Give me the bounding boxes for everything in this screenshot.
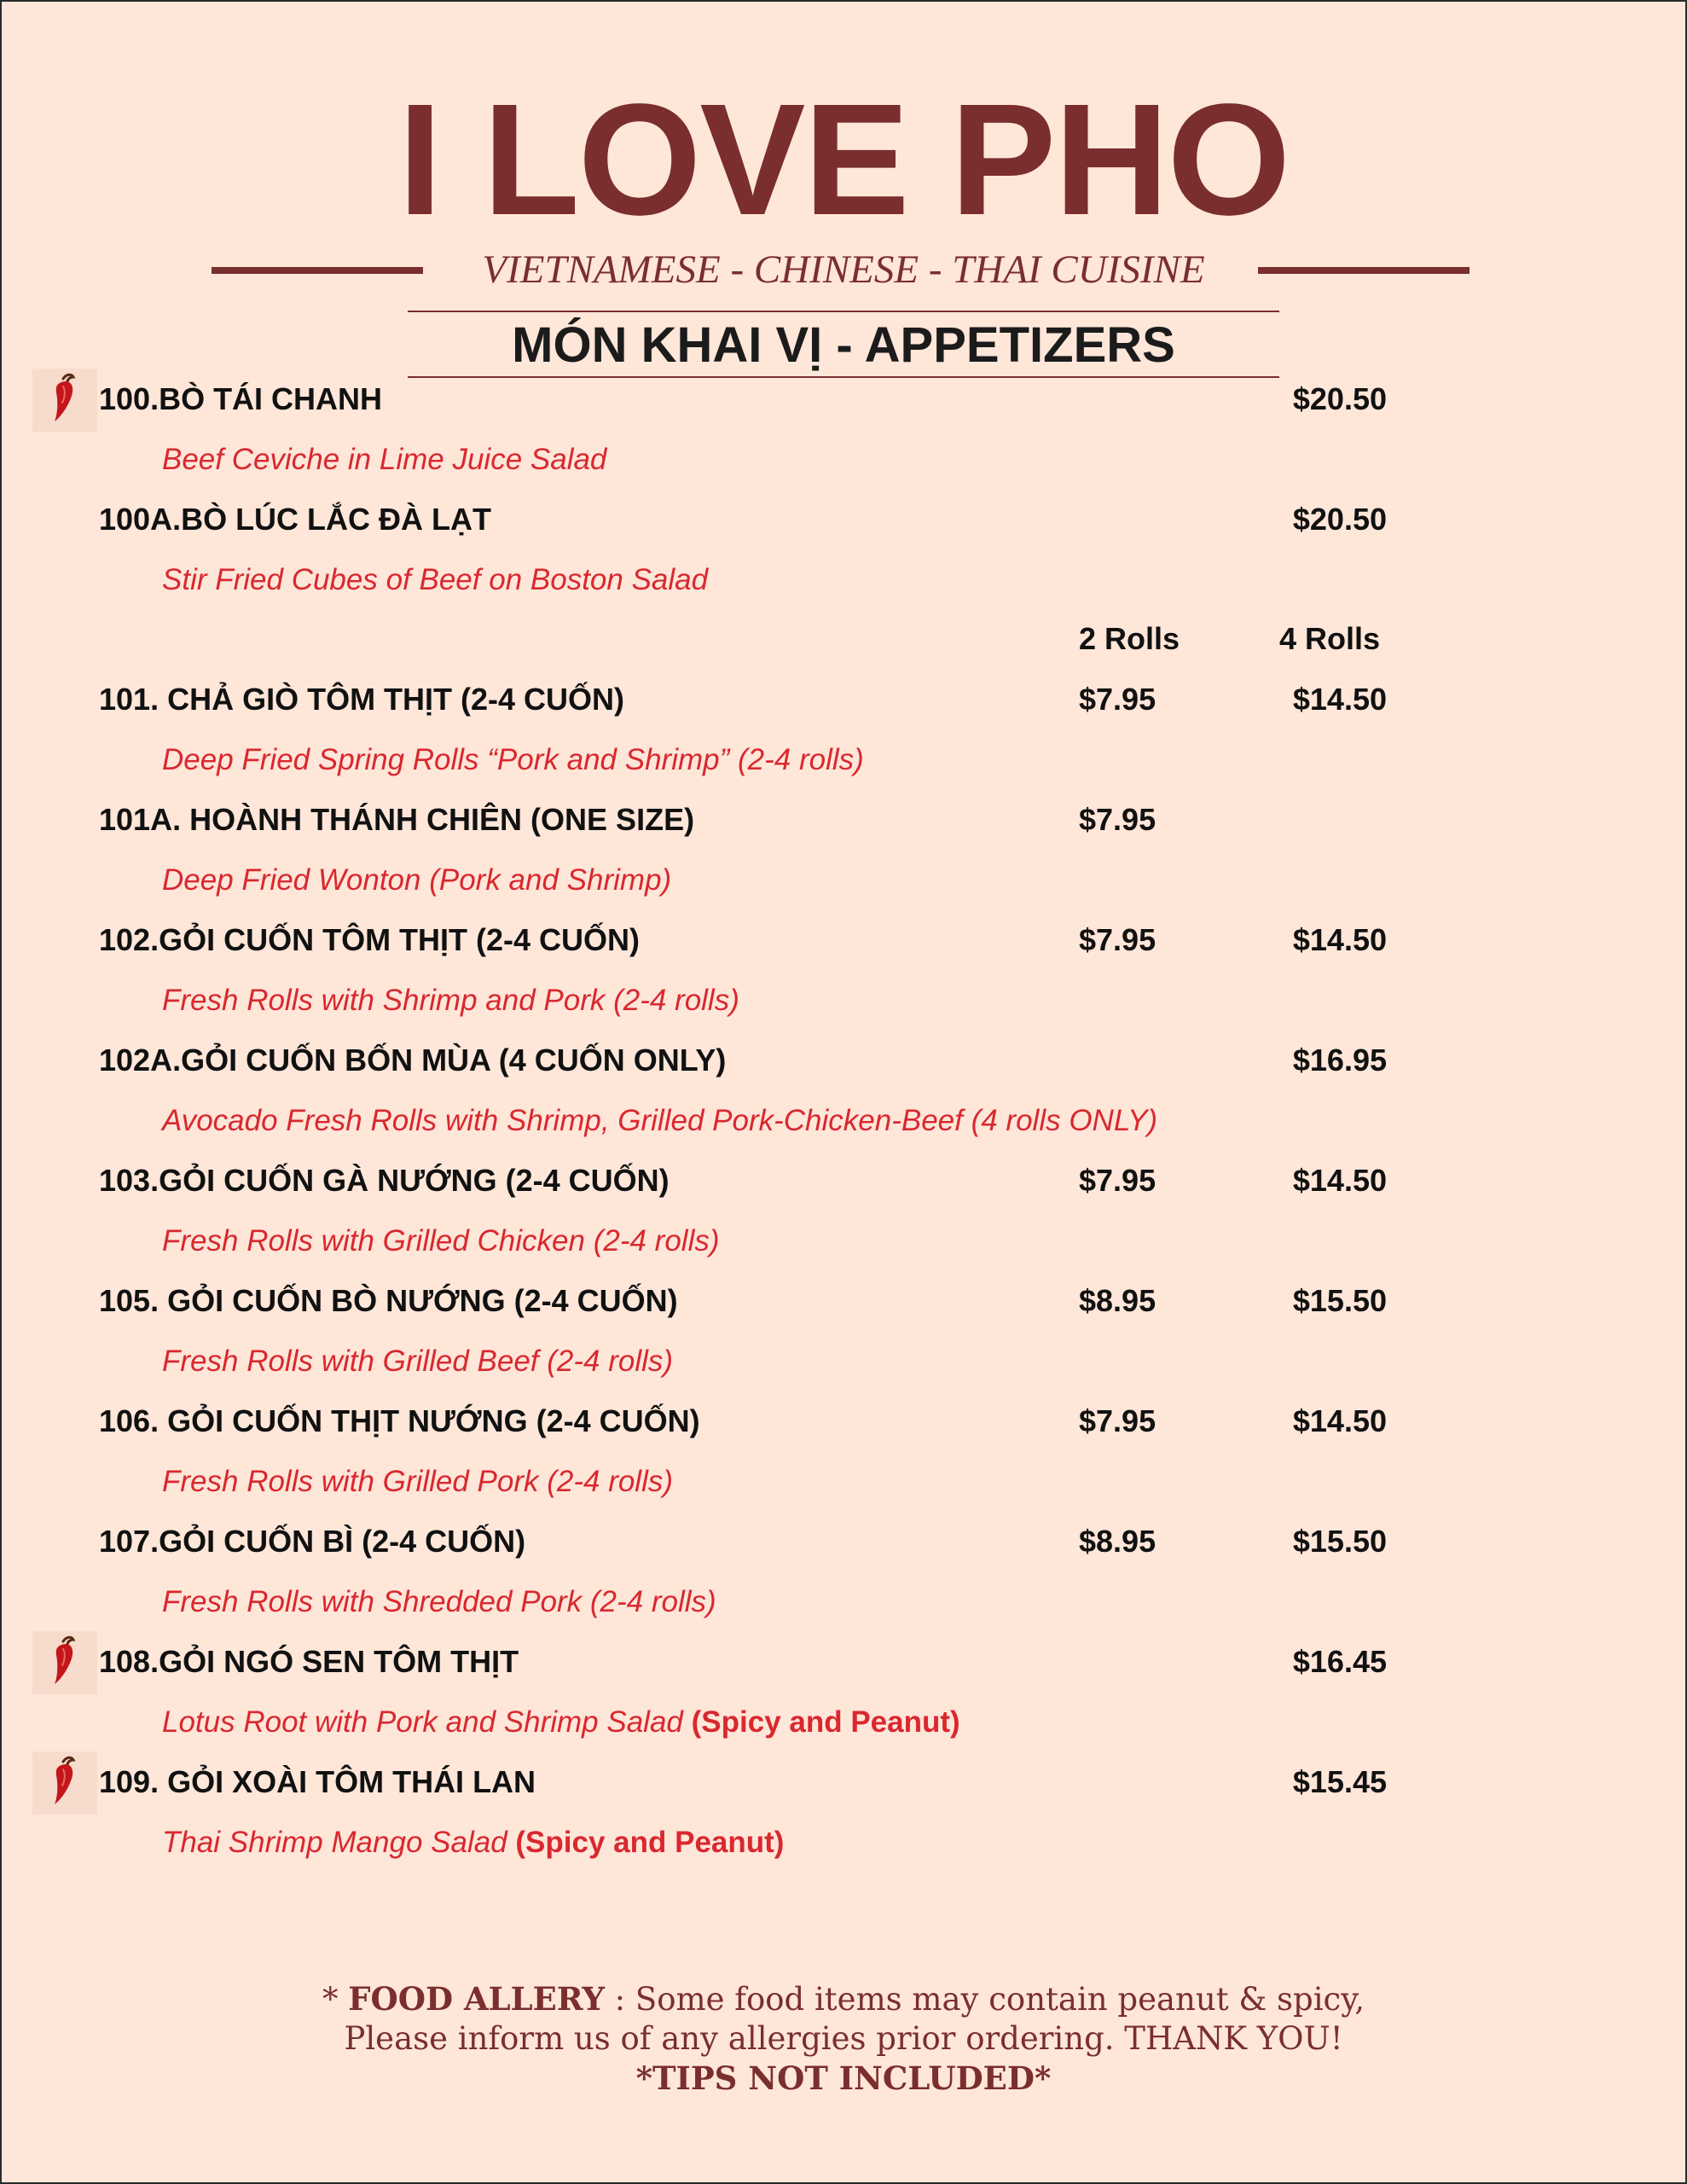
menu-item-description-row xyxy=(0,1577,1687,1628)
item-description xyxy=(162,1577,716,1628)
item-name: 105. GỎI CUỐN BÒ NƯỚNG (2-4 CUỐN) xyxy=(99,1283,678,1318)
menu-item-item-107 xyxy=(0,1516,1687,1567)
price-2-rolls: $7.95 xyxy=(1079,922,1157,957)
item-name: 109. GỎI XOÀI TÔM THÁI LAN xyxy=(99,1764,536,1799)
item-description-text: Fresh Rolls with Grilled Pork (2-4 rolls) xyxy=(162,1465,674,1498)
menu-item-item-100 xyxy=(0,374,1687,425)
price-2-rolls: $7.95 xyxy=(1079,802,1157,837)
item-description xyxy=(162,855,671,906)
price-2-rolls: $7.95 xyxy=(1079,1163,1157,1198)
footer-asterisk: * xyxy=(322,1981,349,2018)
menu-item-description-row xyxy=(0,1216,1687,1267)
item-description-text: Fresh Rolls with Shrimp and Pork (2-4 rolls) xyxy=(162,984,739,1017)
cuisine-subtitle: VIETNAMESE - CHINESE - THAI CUISINE xyxy=(482,247,1205,292)
menu-item-item-102 xyxy=(0,915,1687,966)
menu-item-description-row xyxy=(0,555,1687,606)
menu-item-item-102a xyxy=(0,1035,1687,1086)
item-name: 108.GỎI NGÓ SEN TÔM THỊT xyxy=(99,1644,519,1679)
item-price: $16.95 xyxy=(1292,1043,1387,1077)
item-name: 100.BÒ TÁI CHANH xyxy=(99,381,383,416)
item-description xyxy=(162,975,739,1026)
food-allery-label: FOOD ALLERY xyxy=(348,1980,605,2018)
item-description xyxy=(162,434,606,485)
spicy-peanut-note: (Spicy and Peanut) xyxy=(691,1705,960,1739)
item-description xyxy=(162,555,708,606)
section-rule-top xyxy=(408,311,1279,312)
allergy-line-1 xyxy=(0,1979,1687,2019)
menu-item-description-row xyxy=(0,855,1687,906)
menu-item-item-108 xyxy=(0,1636,1687,1687)
price-2-rolls: $7.95 xyxy=(1079,682,1157,717)
item-name: 101. CHẢ GIÒ TÔM THỊT (2-4 CUỐN) xyxy=(99,682,625,717)
chili-pepper-icon xyxy=(32,1631,97,1694)
item-description-text: Fresh Rolls with Grilled Beef (2-4 rolls) xyxy=(162,1345,674,1378)
menu-item-description-row xyxy=(0,1817,1687,1868)
price-4-rolls: $14.50 xyxy=(1292,1403,1387,1438)
price-2-rolls: $8.95 xyxy=(1079,1283,1157,1318)
price-4-rolls: $15.50 xyxy=(1292,1283,1387,1318)
item-name: 106. GỎI CUỐN THỊT NƯỚNG (2-4 CUỐN) xyxy=(99,1403,700,1438)
restaurant-title: I LOVE PHO xyxy=(397,72,1290,248)
tips-notice xyxy=(0,2059,1687,2099)
item-description-text: Lotus Root with Pork and Shrimp Salad xyxy=(162,1705,683,1739)
size-column-headers xyxy=(0,613,1687,665)
item-description-text: Thai Shrimp Mango Salad xyxy=(162,1826,507,1859)
item-description xyxy=(162,1216,720,1267)
price-4-rolls: $14.50 xyxy=(1292,682,1387,717)
menu-item-description-row xyxy=(0,1456,1687,1507)
item-price: $20.50 xyxy=(1292,502,1387,537)
menu-item-item-103 xyxy=(0,1155,1687,1206)
price-2-rolls: $8.95 xyxy=(1079,1524,1157,1559)
item-price: $20.50 xyxy=(1292,381,1387,416)
subtitle-rule-right xyxy=(1258,267,1470,274)
menu-item-description-row xyxy=(0,1336,1687,1387)
chili-pepper-icon xyxy=(32,369,97,432)
price-2-rolls: $7.95 xyxy=(1079,1403,1157,1438)
menu-item-description-row xyxy=(0,1697,1687,1748)
section-heading: MÓN KHAI VỊ - APPETIZERS xyxy=(512,317,1175,373)
item-description xyxy=(162,1456,673,1507)
chili-pepper-icon xyxy=(32,1751,97,1815)
menu-item-description-row xyxy=(0,434,1687,485)
item-description xyxy=(162,1095,1157,1147)
menu-item-item-101 xyxy=(0,674,1687,725)
menu-item-item-106 xyxy=(0,1396,1687,1447)
item-description-text: Stir Fried Cubes of Beef on Boston Salad xyxy=(162,563,709,596)
price-4-rolls: $14.50 xyxy=(1292,1163,1387,1198)
menu-item-description-row xyxy=(0,975,1687,1026)
menu-item-description-row xyxy=(0,735,1687,786)
item-description-text: Fresh Rolls with Grilled Chicken (2-4 rolls) xyxy=(162,1224,720,1258)
price-4-rolls: $14.50 xyxy=(1292,922,1387,957)
item-description-text: Fresh Rolls with Shredded Pork (2-4 rolls) xyxy=(162,1585,716,1618)
item-description xyxy=(162,1336,673,1387)
item-name: 101A. HOÀNH THÁNH CHIÊN (ONE SIZE) xyxy=(99,802,695,837)
menu-item-description-row xyxy=(0,1095,1687,1147)
menu-item-item-101a xyxy=(0,794,1687,845)
menu-item-item-105 xyxy=(0,1275,1687,1327)
item-description-text: Avocado Fresh Rolls with Shrimp, Grilled Pork-Chicken-Beef (4 rolls ONLY) xyxy=(162,1104,1158,1137)
menu-item-item-100a xyxy=(0,494,1687,545)
item-description-text: Deep Fried Wonton (Pork and Shrimp) xyxy=(162,863,672,897)
spicy-peanut-note: (Spicy and Peanut) xyxy=(515,1826,785,1859)
item-name: 107.GỎI CUỐN BÌ (2-4 CUỐN) xyxy=(99,1524,526,1559)
size-header-4-rolls: 4 Rolls xyxy=(1278,621,1380,656)
item-description xyxy=(162,735,864,786)
item-price: $16.45 xyxy=(1292,1644,1387,1679)
tips-not-included: *TIPS NOT INCLUDED* xyxy=(635,2059,1052,2097)
price-4-rolls: $15.50 xyxy=(1292,1524,1387,1559)
item-name: 103.GỎI CUỐN GÀ NƯỚNG (2-4 CUỐN) xyxy=(99,1163,670,1198)
allergy-text: : Some food items may contain peanut & spicy, xyxy=(604,1981,1365,2018)
item-price: $15.45 xyxy=(1292,1764,1387,1799)
allergy-line-2: Please inform us of any allergies prior ordering. THANK YOU! xyxy=(344,2020,1343,2057)
item-description xyxy=(162,1697,960,1748)
size-header-2-rolls: 2 Rolls xyxy=(1079,621,1180,656)
menu-item-item-109 xyxy=(0,1757,1687,1808)
item-description-text: Deep Fried Spring Rolls “Pork and Shrimp” (2-4 rolls) xyxy=(162,743,864,776)
item-name: 100A.BÒ LÚC LẮC ĐÀ LẠT xyxy=(99,502,492,537)
item-description-text: Beef Ceviche in Lime Juice Salad xyxy=(162,443,607,476)
item-description xyxy=(162,1817,784,1868)
allergy-footer xyxy=(0,1979,1687,2099)
item-name: 102A.GỎI CUỐN BỐN MÙA (4 CUỐN ONLY) xyxy=(99,1043,727,1077)
item-name: 102.GỎI CUỐN TÔM THỊT (2-4 CUỐN) xyxy=(99,922,641,957)
